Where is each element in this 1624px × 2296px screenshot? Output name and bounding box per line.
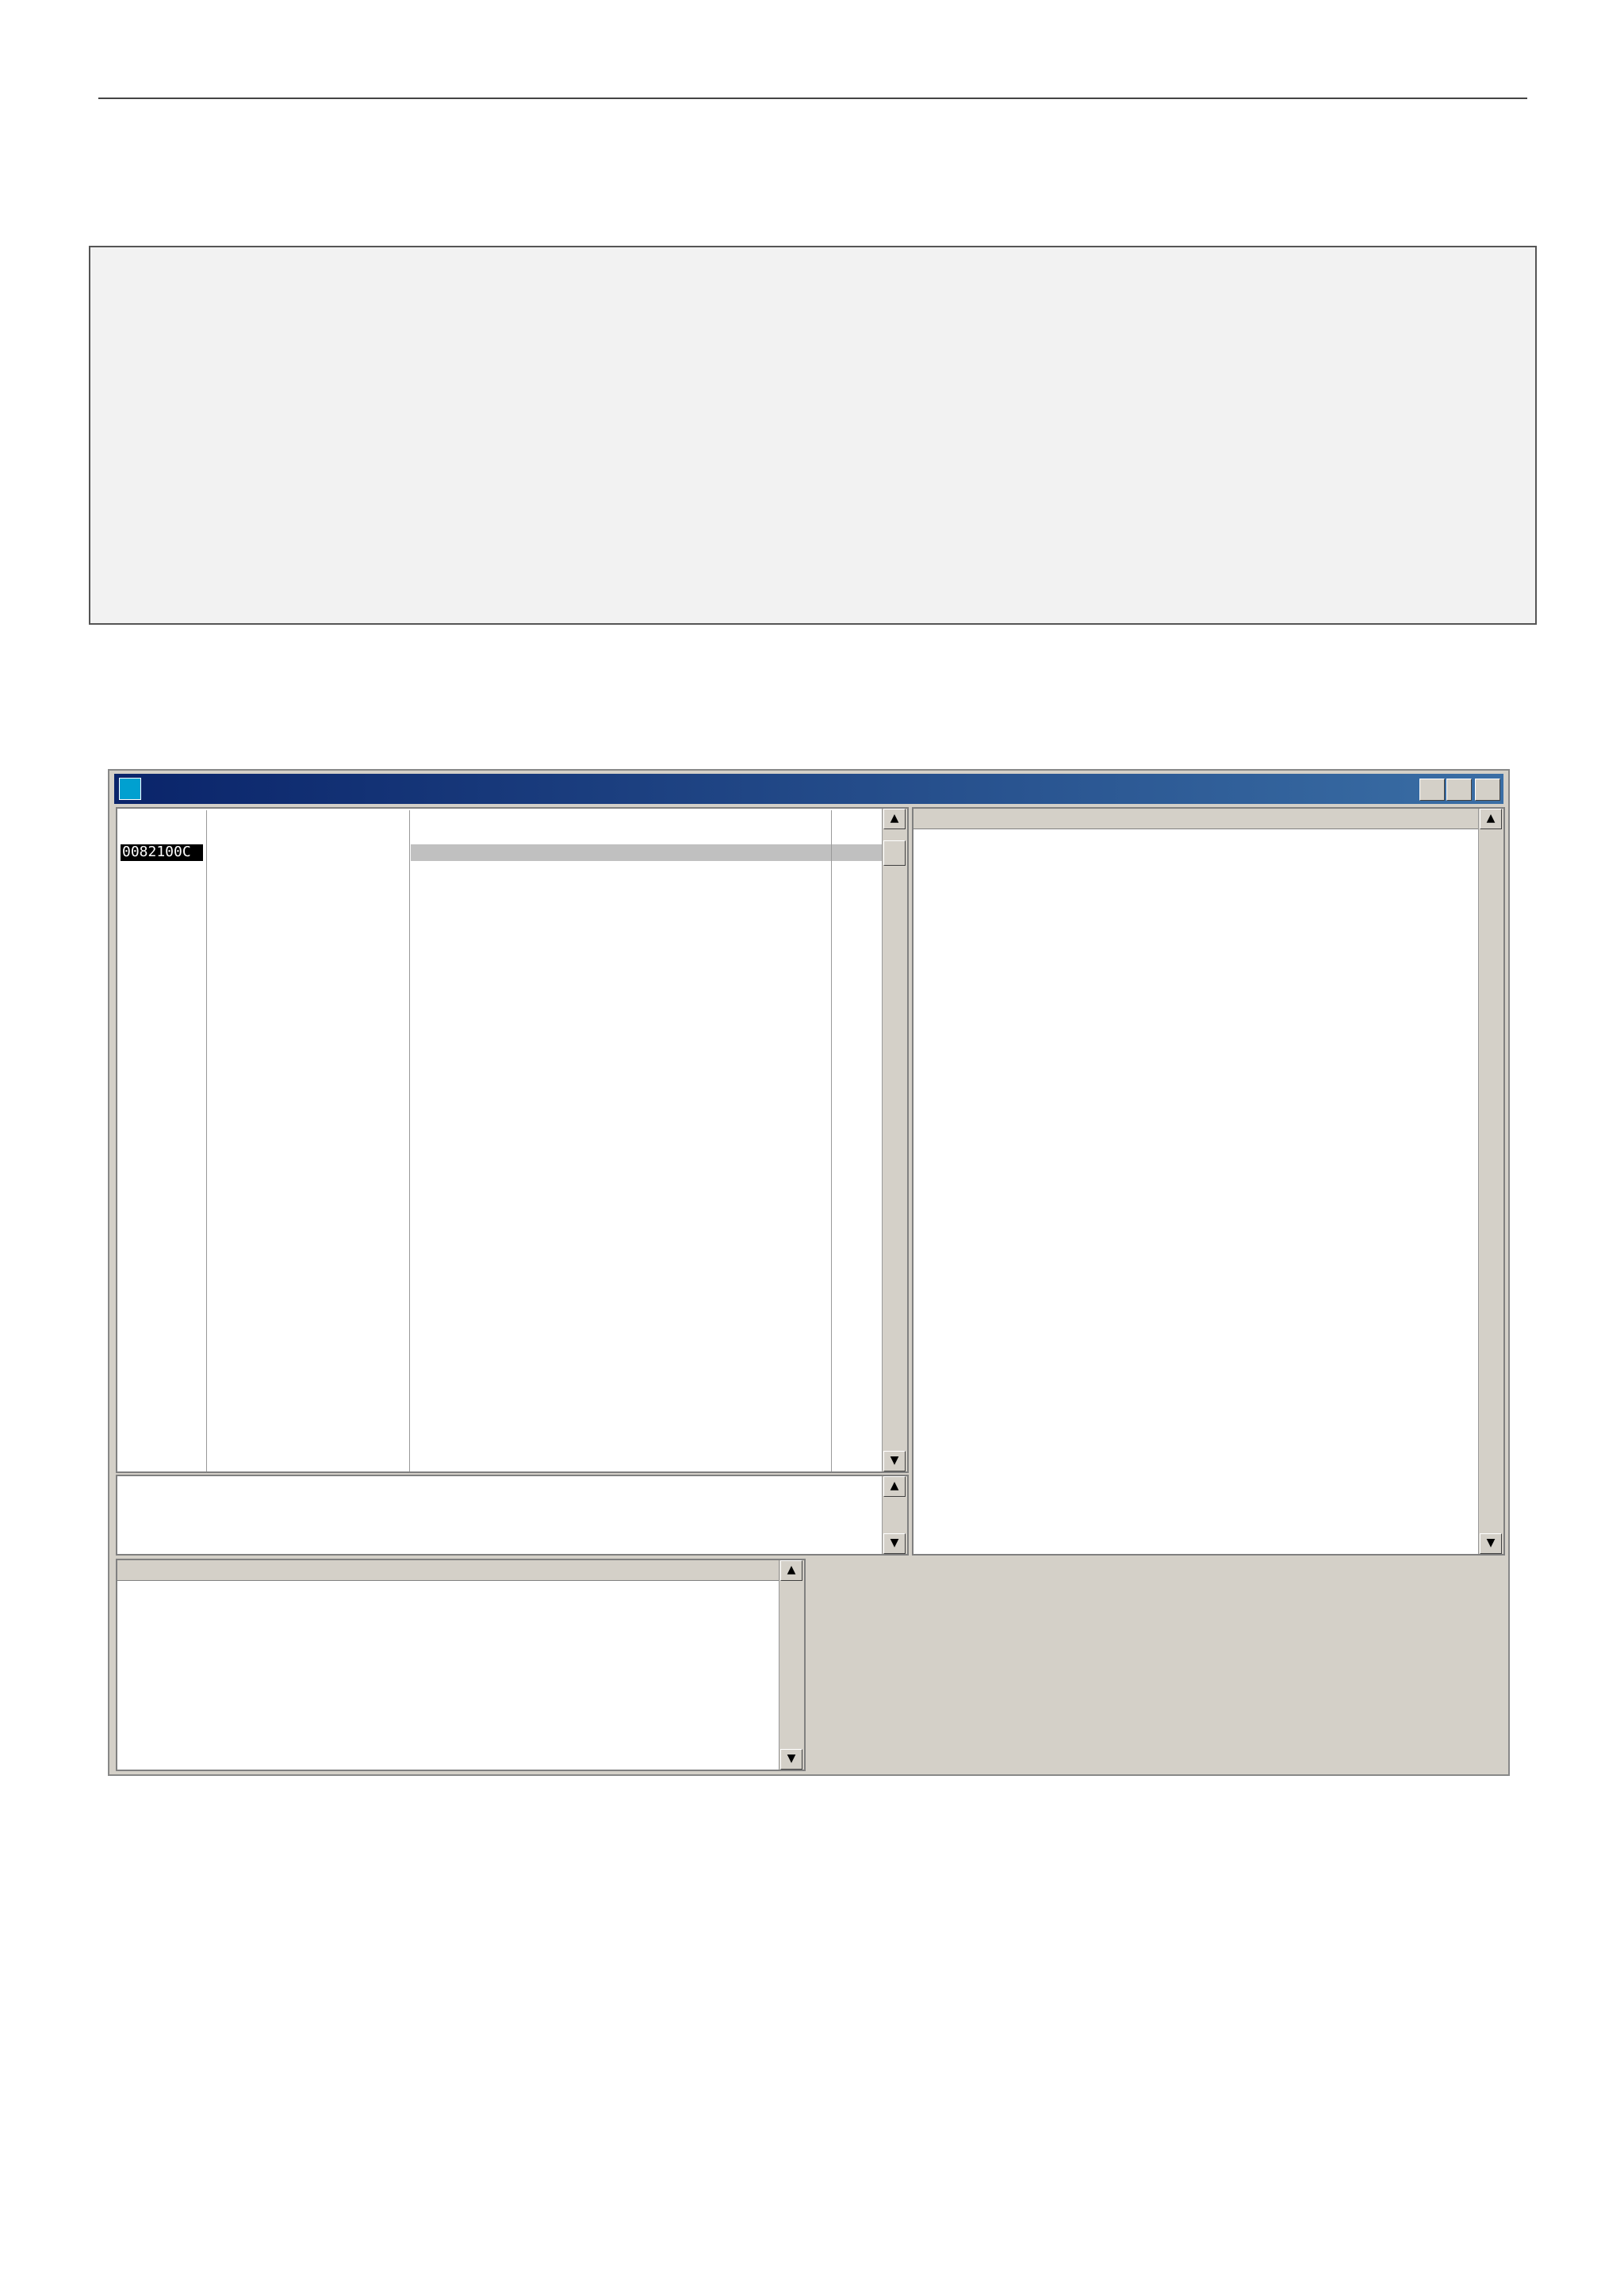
app-icon	[119, 778, 141, 800]
dump-header	[117, 1560, 779, 1581]
scroll-down-icon[interactable]: ▼	[883, 1451, 906, 1471]
scroll-thumb[interactable]	[883, 840, 906, 866]
window-titlebar	[114, 774, 1503, 804]
header-rule	[98, 98, 1527, 99]
code-listing	[89, 246, 1537, 625]
info-scroll-down-icon[interactable]: ▼	[883, 1533, 906, 1554]
efl-register	[918, 1126, 927, 1142]
code-block	[90, 247, 1535, 257]
info-scroll-up-icon[interactable]: ▲	[883, 1476, 906, 1497]
hex-dump-pane[interactable]	[116, 1559, 806, 1771]
eip-register	[918, 967, 927, 983]
minimize-button[interactable]	[1419, 779, 1445, 801]
reg-scroll-up-icon[interactable]: ▲	[1480, 809, 1502, 829]
reg-scroll-down-icon[interactable]: ▼	[1480, 1533, 1502, 1554]
scroll-up-icon[interactable]: ▲	[883, 809, 906, 829]
registers-pane[interactable]	[912, 807, 1505, 1556]
maximize-button[interactable]	[1446, 779, 1472, 801]
ollydbg-window	[108, 769, 1510, 1776]
dump-scroll-up-icon[interactable]: ▲	[780, 1560, 802, 1581]
section-heading-x86	[98, 95, 132, 132]
disassembly-pane[interactable]	[116, 807, 909, 1473]
dump-scroll-down-icon[interactable]: ▼	[780, 1749, 802, 1770]
registers-header	[914, 809, 1478, 829]
disasm-scrollbar[interactable]	[882, 809, 907, 1471]
current-instruction-highlight	[411, 844, 887, 861]
info-pane	[116, 1475, 909, 1556]
selected-address: 0082100C	[122, 844, 191, 860]
registers-scrollbar[interactable]	[1478, 809, 1503, 1554]
close-button[interactable]	[1475, 779, 1500, 801]
